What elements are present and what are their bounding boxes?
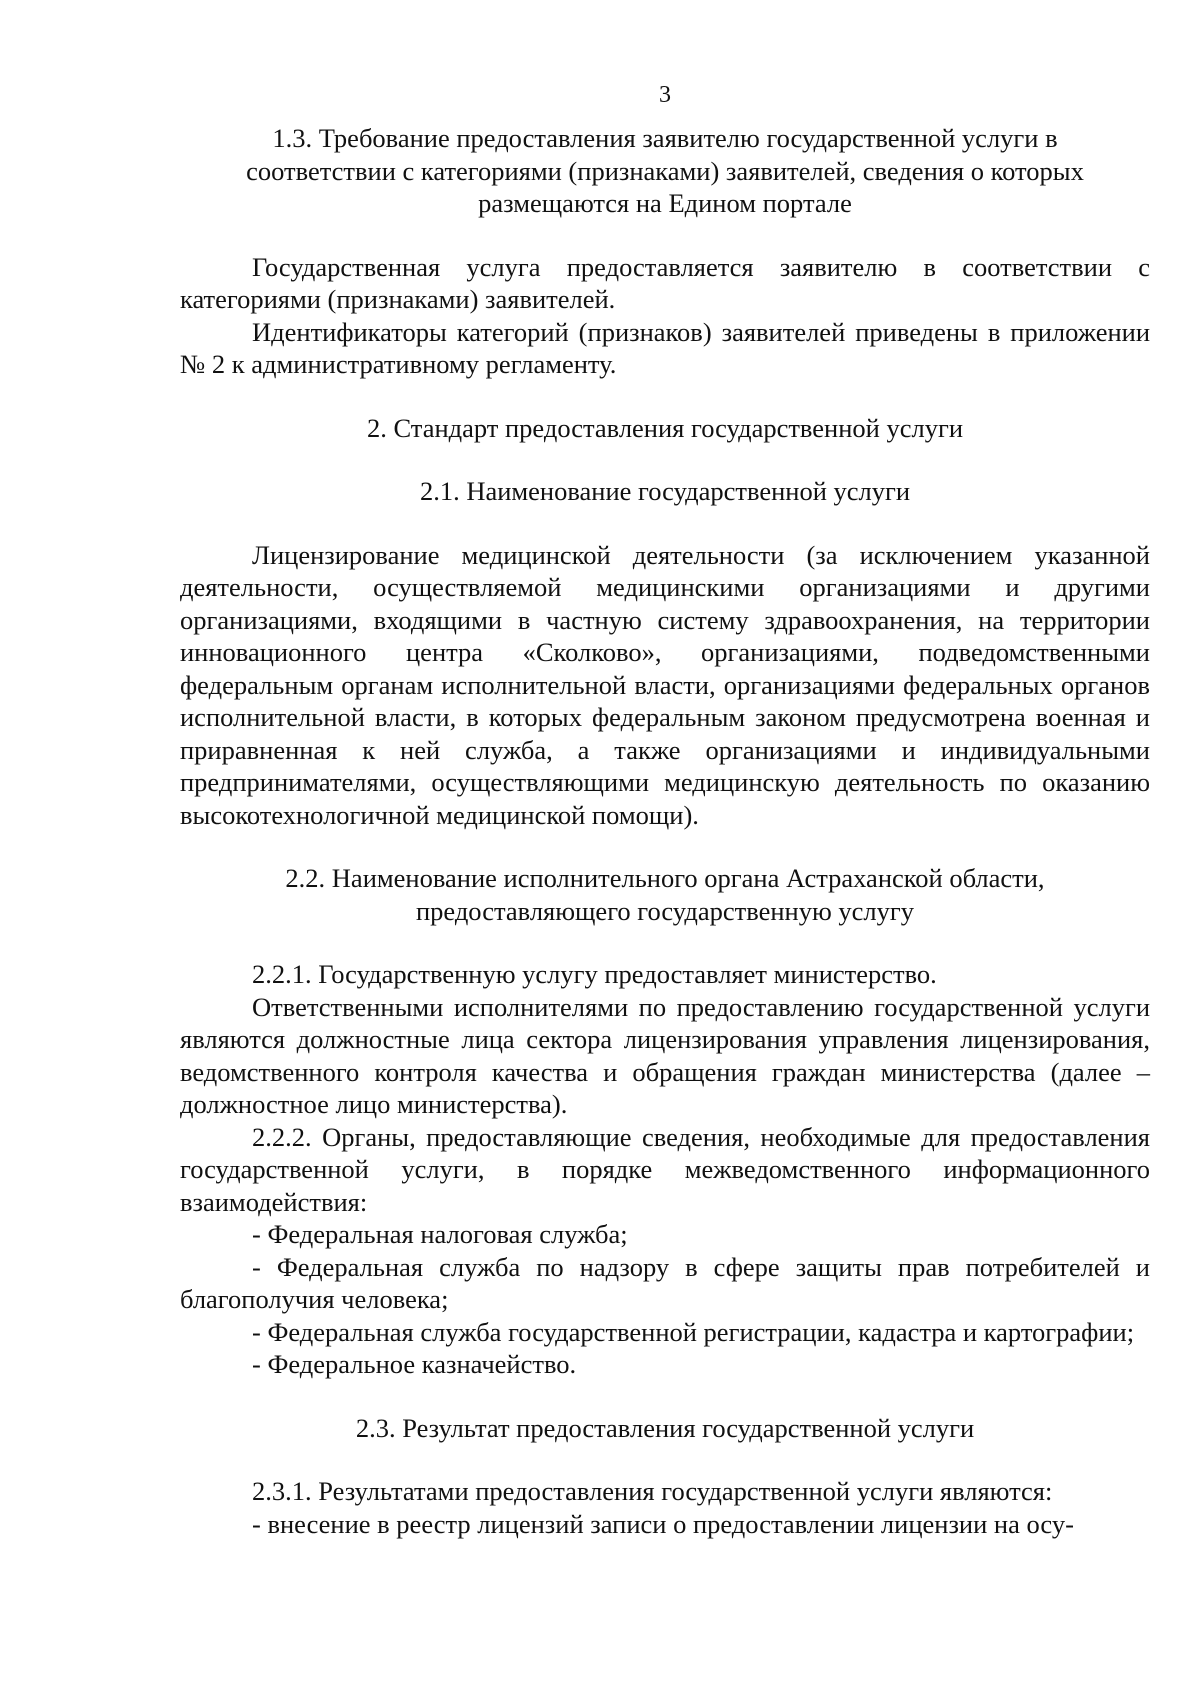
section-2-2-2-paragraph: 2.2.2. Органы, предоставляющие сведения, необходимые для предоставления государственной услуги, в порядке межведомственного информационного взаимодействия: bbox=[180, 1121, 1150, 1217]
section-2-3-1-paragraph: 2.3.1. Результатами предоставления государственной услуги являются: bbox=[252, 1476, 1053, 1506]
list-item: - Федеральное казначейство. bbox=[252, 1349, 577, 1379]
section-2-2-heading-line-1: 2.2. Наименование исполнительного органа Астраханской области, bbox=[285, 863, 1045, 893]
list-item: - Федеральная налоговая служба; bbox=[252, 1219, 628, 1249]
section-1-3-paragraph-1: Государственная услуга предоставляется заявителю в соответствии с категориями (признаками) заявителей. bbox=[180, 251, 1150, 314]
section-2-1-paragraph: Лицензирование медицинской деятельности (за исключением указанной деятельности, осуществляемой медицинскими организациями и другими организациями, входящими в частную систему здравоохранения, на территории инновационного центра «Сколково», организациями, подведомственными федеральным органам исполнительной власти, организациями федеральных органов исполнительной власти, в которых федеральным законом предусмотрена военная и приравненная к ней служба, а также организациями и индивидуальными предпринимателями, осуществляющими медицинскую деятельность по оказанию высокотехнологичной медицинской помощи). bbox=[180, 539, 1150, 830]
section-1-3-paragraph-2: Идентификаторы категорий (признаков) заявителей приведены в приложении № 2 к административному регламенту. bbox=[180, 316, 1150, 379]
list-item: - Федеральная служба государственной регистрации, кадастра и картографии; bbox=[252, 1316, 1135, 1347]
section-2-2-heading-line-2: предоставляющего государственную услугу bbox=[415, 895, 914, 926]
section-1-3-heading: 1.3. Требование предоставления заявителю государственной услуги в соответствии с категориями (признаками) заявителей, сведения о которых размещаются на Едином портале bbox=[246, 123, 1084, 218]
section-2-1-heading: 2.1. Наименование государственной услуги bbox=[419, 476, 911, 506]
section-2-3-heading: 2.3. Результат предоставления государственной услуги bbox=[355, 1412, 975, 1443]
section-2-heading: 2. Стандарт предоставления государственной услуги bbox=[366, 412, 964, 443]
section-2-2-responsible-paragraph: Ответственными исполнителями по предоставлению государственной услуги являются должностные лица сектора лицензирования управления лицензирования, ведомственного контроля качества и обращения граждан министерства (далее – должностное лицо министерства). bbox=[180, 991, 1150, 1119]
page-number: 3 bbox=[659, 82, 671, 108]
section-2-2-1-paragraph: 2.2.1. Государственную услугу предоставляет министерство. bbox=[252, 959, 937, 989]
section-2-3-list-item: - внесение в реестр лицензий записи о предоставлении лицензии на осу- bbox=[252, 1508, 1074, 1539]
document-body bbox=[180, 122, 1150, 1540]
list-item: - Федеральная служба по надзору в сфере защиты прав потребителей и благополучия человека; bbox=[180, 1251, 1150, 1314]
